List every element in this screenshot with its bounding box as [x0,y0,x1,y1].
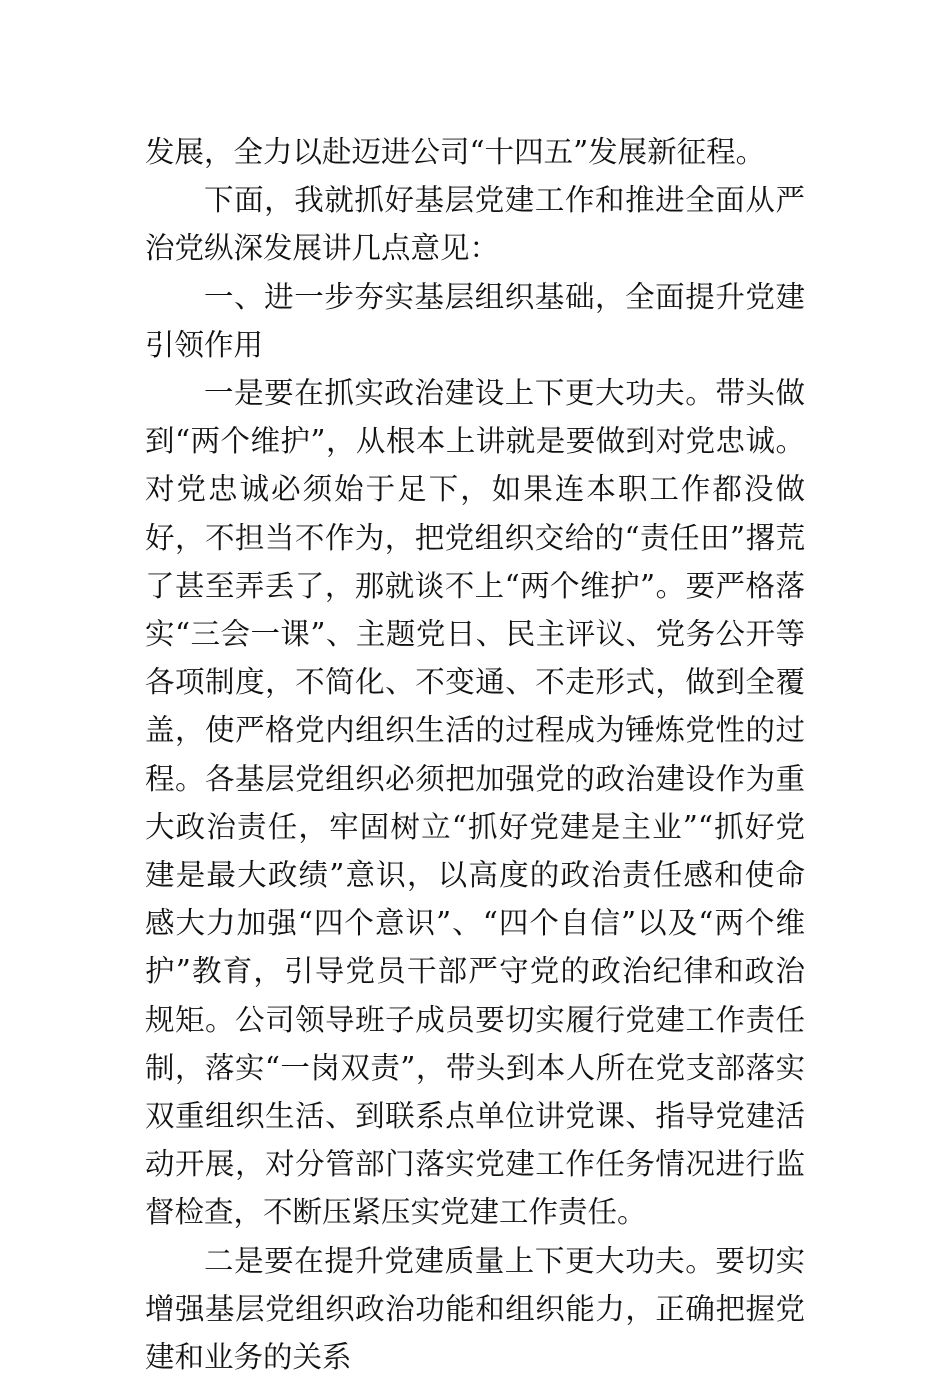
paragraph-point-one: 一是要在抓实政治建设上下更大功夫。带头做到“两个维护”，从根本上讲就是要做到对党忠诚。对党忠诚必须始于足下，如果连本职工作都没做好，不担当不作为，把党组织交给的“责任田”撂荒了甚至弄丢了，那就谈不上“两个维护”。要严格落实“三会一课”、主题党日、民主评议、党务公开等各项制度，不简化、不变通、不走形式，做到全覆盖，使严格党内组织生活的过程成为锤炼党性的过程。各基层党组织必须把加强党的政治建设作为重大政治责任，牢固树立“抓好党建是主业”“抓好党建是最大政绩”意识，以高度的政治责任感和使命感大力加强“四个意识”、“四个自信”以及“两个维护”教育，引导党员干部严守党的政治纪律和政治规矩。公司领导班子成员要切实履行党建工作责任制，落实“一岗双责”，带头到本人所在党支部落实双重组织生活、到联系点单位讲党课、指导党建活动开展，对分管部门落实党建工作任务情况进行监督检查，不断压紧压实党建工作责任。 [145,376,805,1230]
section-heading: 一、进一步夯实基层组织基础，全面提升党建引领作用 [145,279,805,362]
paragraph-continuation: 发展，全力以赴迈进公司“十四五”发展新征程。 [145,135,766,169]
paragraph-intro: 下面，我就抓好基层党建工作和推进全面从严治党纵深发展讲几点意见： [145,183,805,266]
paragraph-point-two: 二是要在提升党建质量上下更大功夫。要切实增强基层党组织政治功能和组织能力，正确把握党建和业务的关系 [145,1243,805,1375]
document-body [145,128,805,1381]
